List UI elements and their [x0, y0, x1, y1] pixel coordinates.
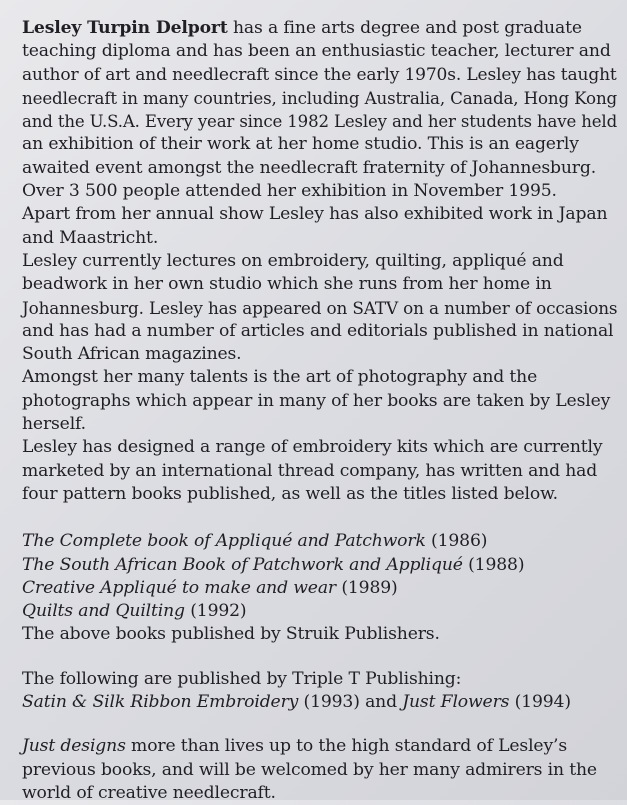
- bio-line: author of art and needlecraft since the early 1970s. Lesley has taught: [22, 64, 617, 85]
- bio-line: Amongst her many talents is the art of photography and the: [22, 367, 538, 388]
- book-title: Just designs: [22, 736, 126, 757]
- book-entry: [22, 600, 609, 623]
- struik-books-list: [22, 530, 609, 646]
- bio-line: herself.: [22, 414, 86, 435]
- spacer: [22, 714, 609, 735]
- spacer: [22, 647, 609, 668]
- bio-line: and the U.S.A. Every year since 1982 Lesley and her students have held: [22, 112, 618, 132]
- book-year: (1986): [425, 531, 488, 552]
- bio-line: an exhibition of their work at her home studio. This is an eagerly: [22, 134, 579, 155]
- publisher-note: The above books published by Struik Publishers.: [22, 624, 440, 645]
- bio-line: teaching diploma and has been an enthusiastic teacher, lecturer and: [22, 41, 611, 62]
- bio-line: beadwork in her own studio which she runs from her home in: [22, 274, 552, 295]
- book-title: Satin & Silk Ribbon Embroidery: [22, 692, 299, 713]
- bio-line: Johannesburg. Lesley has appeared on SATV on a number of occasions: [22, 297, 618, 318]
- bio-line: Lesley Turpin Delport has a fine arts degree and post graduate: [22, 18, 582, 38]
- bio-line: Lesley has designed a range of embroidery kits which are currently: [22, 437, 603, 458]
- bio-line: marketed by an international thread company, has written and had: [22, 460, 598, 481]
- bio-line: Over 3 500 people attended her exhibition in November 1995.: [22, 181, 557, 202]
- bio-line: Apart from her annual show Lesley has also exhibited work in Japan: [22, 204, 608, 225]
- bio-line: photographs which appear in many of her books are taken by Lesley: [22, 390, 611, 411]
- author-name: Lesley Turpin Delport: [22, 18, 228, 38]
- triple-t-books: [22, 668, 609, 715]
- bio-line: South African magazines.: [22, 344, 242, 365]
- spacer: [22, 506, 609, 530]
- book-year: (1988): [462, 554, 525, 575]
- book-year: (1993) and: [298, 692, 403, 713]
- book-title: Creative Appliqué to make and wear: [22, 577, 336, 598]
- book-year: (1994): [509, 692, 571, 713]
- closing-line: world of creative needlecraft.: [22, 782, 276, 803]
- book-entry: [22, 530, 609, 553]
- book-entry: [22, 554, 609, 577]
- book-title: Quilts and Quilting: [22, 601, 185, 622]
- book-entry: [22, 691, 609, 714]
- bio-line: needlecraft in many countries, including Australia, Canada, Hong Kong: [22, 88, 618, 108]
- book-title: The Complete book of Appliqué and Patchwork: [22, 531, 426, 552]
- book-year: (1992): [184, 601, 247, 622]
- bio-line: and has had a number of articles and editorials published in national: [22, 320, 614, 341]
- bio-line: four pattern books published, as well as the titles listed below.: [22, 483, 558, 504]
- bio-line: awaited event amongst the needlecraft fraternity of Johannesburg.: [22, 157, 597, 178]
- book-title: The South African Book of Patchwork and Appliqué: [22, 554, 463, 575]
- closing-paragraph: [22, 735, 609, 805]
- bio-line: Lesley currently lectures on embroidery, quilting, appliqué and: [22, 250, 564, 271]
- book-year: (1989): [336, 577, 398, 598]
- closing-line: previous books, and will be welcomed by her many admirers in the: [22, 759, 597, 780]
- book-title: Just Flowers: [402, 692, 510, 713]
- publisher-intro: The following are published by Triple T Publishing:: [22, 668, 462, 689]
- book-entry: [22, 577, 609, 600]
- author-bio: [22, 17, 618, 506]
- closing-line: Just designs more than lives up to the high standard of Lesley’s: [22, 736, 567, 757]
- bio-line: and Maastricht.: [22, 227, 159, 248]
